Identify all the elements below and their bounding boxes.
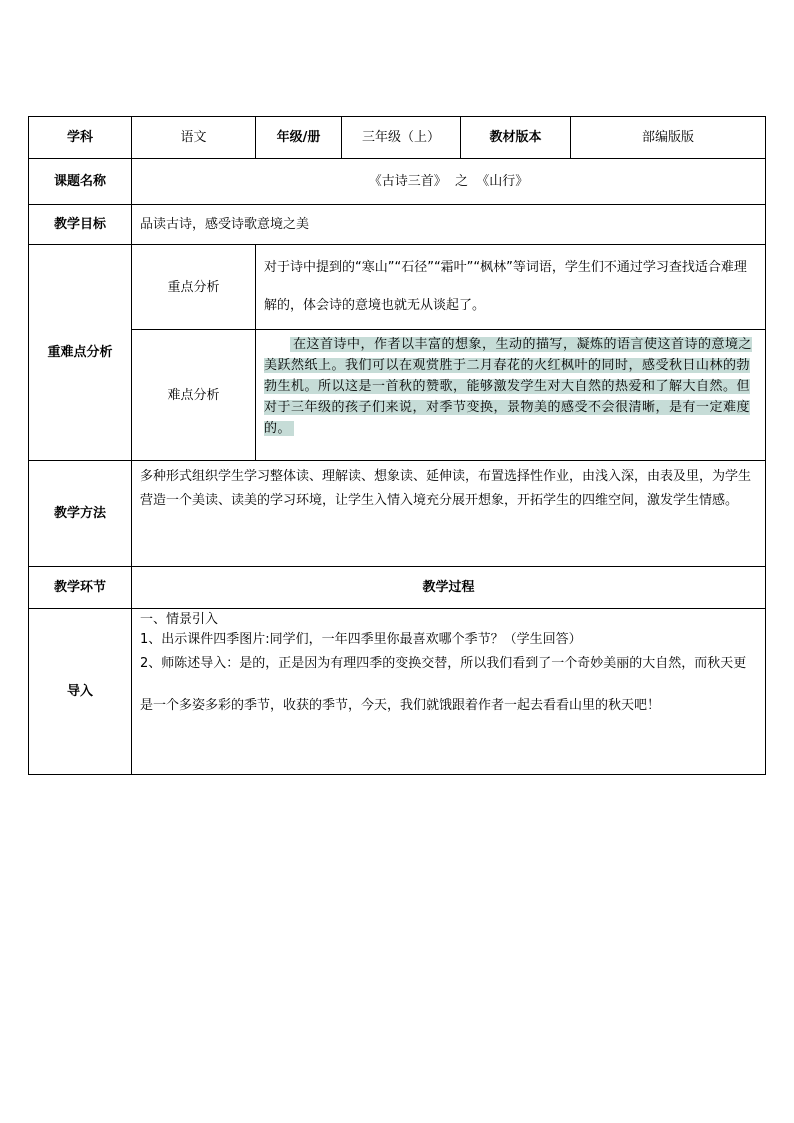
key-point-label: 重点分析 — [132, 245, 256, 330]
key-point-row — [29, 245, 766, 330]
hard-point-label: 难点分析 — [132, 330, 256, 461]
objective-label: 教学目标 — [29, 205, 132, 245]
method-row — [29, 461, 766, 567]
hard-point-value: 在这首诗中，作者以丰富的想象，生动的描写，凝炼的语言使这首诗的意境之美跃然纸上。我们可以在观赏胜于二月春花的火红枫叶的同时，感受秋日山林的勃勃生机。所以这是一首秋的赞歌，能够激发学生对大自然的热爱和了解大自然。但对于三年级的孩子们来说，对季节变换，景物美的感受不会很清晰，是有一定难度的。 — [264, 337, 753, 436]
intro-line-3: 2、师陈述导入：是的，正是因为有理四季的变换交替，所以我们看到了一个奇妙美丽的大自然，而秋天更是一个多姿多彩的季节，收获的季节，今天，我们就饿跟着作者一起去看看山里的秋天吧！ — [140, 656, 747, 713]
edition-value: 部编版版 — [571, 117, 766, 159]
key-point-value: 对于诗中提到的“寒山”“石径”“霜叶”“枫林”等词语，学生们不通过学习查找适合难理解的，体会诗的意境也就无从谈起了。 — [256, 245, 766, 330]
header-row — [29, 117, 766, 159]
method-label: 教学方法 — [29, 461, 132, 567]
intro-label: 导入 — [29, 609, 132, 775]
subject-value: 语文 — [132, 117, 256, 159]
objective-value: 品读古诗，感受诗歌意境之美 — [132, 205, 766, 245]
hard-point-text — [264, 334, 757, 439]
process-header-row — [29, 567, 766, 609]
intro-row — [29, 609, 766, 775]
lesson-row — [29, 159, 766, 205]
grade-label: 年级/册 — [256, 117, 342, 159]
lesson-label: 课题名称 — [29, 159, 132, 205]
stage-label: 教学环节 — [29, 567, 132, 609]
lesson-plan-table — [28, 116, 766, 775]
subject-label: 学科 — [29, 117, 132, 159]
process-label: 教学过程 — [132, 567, 766, 609]
intro-line-2: 1、出示课件四季图片:同学们，一年四季里你最喜欢哪个季节？（学生回答） — [140, 632, 582, 647]
intro-line-1: 一、情景引入 — [140, 612, 219, 627]
lesson-title: 《古诗三首》 之 《山行》 — [132, 159, 766, 205]
hard-point-row — [29, 330, 766, 461]
edition-label: 教材版本 — [461, 117, 571, 159]
grade-value: 三年级（上） — [342, 117, 461, 159]
objective-row — [29, 205, 766, 245]
method-value: 多种形式组织学生学习整体读、理解读、想象读、延伸读，布置选择性作业，由浅入深，由表及里，为学生营造一个美读、读美的学习环境，让学生入情入境充分展开想象，开拓学生的四维空间，激发学生情感。 — [132, 461, 766, 567]
difficulty-label: 重难点分析 — [29, 245, 132, 461]
